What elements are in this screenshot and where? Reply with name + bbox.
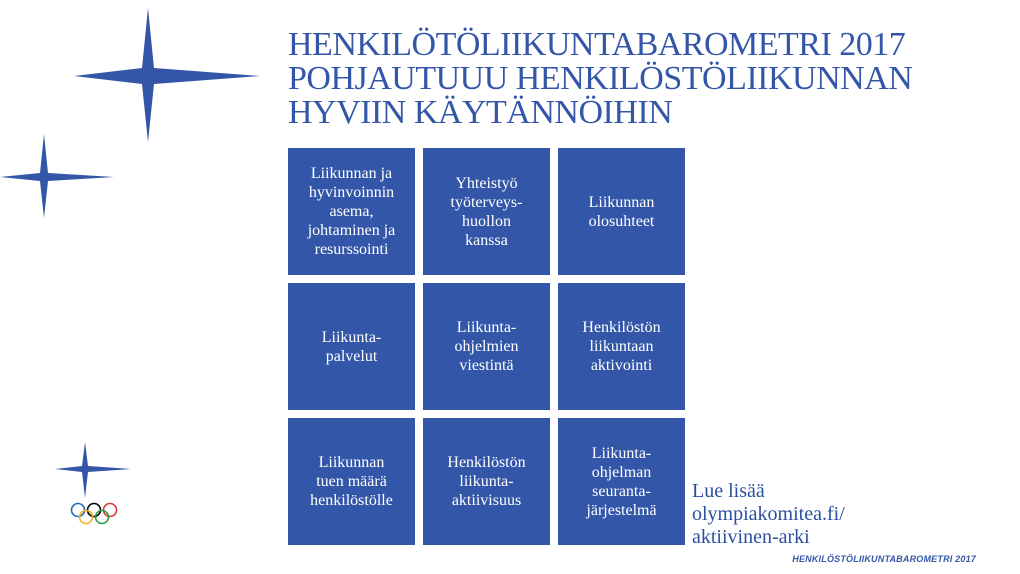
tile-label: Liikunta- ohjelman seuranta- järjestelmä (586, 444, 657, 519)
tile-label: Liikunnan olosuhteet (588, 193, 655, 230)
title-line-3: HYVIIN KÄYTÄNNÖIHIN (288, 94, 673, 131)
tile-aktivointi (558, 283, 685, 410)
read-more-line-1: Lue lisää (692, 480, 765, 502)
read-more-line-3: aktiivinen-arki (692, 526, 810, 548)
tile-viestinta (423, 283, 550, 410)
tile-label: Henkilöstön liikuntaan aktivointi (582, 319, 661, 374)
tile-label: Yhteistyö työterveys- huollon kanssa (450, 174, 523, 249)
tile-yhteistyo-tyoterveyshuolto (423, 148, 550, 275)
page-title (288, 28, 998, 130)
tile-tuen-maara (288, 418, 415, 545)
tile-aktiivisuus (423, 418, 550, 545)
tile-label: Liikunta- ohjelmien viestintä (454, 319, 519, 374)
tile-label: Liikunnan tuen määrä henkilöstölle (310, 454, 393, 509)
large-star-icon (74, 8, 262, 144)
read-more-line-2: olympiakomitea.fi/ (692, 503, 845, 525)
tile-label: Liikunnan ja hyvinvoinnin asema, johtaminen ja resurssointi (307, 165, 396, 258)
tile-asema-johtaminen (288, 148, 415, 275)
tile-olosuhteet (558, 148, 685, 275)
tile-liikuntapalvelut (288, 283, 415, 410)
logo-star-icon (55, 442, 133, 500)
tile-label: Henkilöstön liikunta- aktiivisuus (447, 454, 526, 509)
olympic-rings-icon (70, 502, 120, 526)
small-star-icon (0, 134, 116, 218)
tile-label: Liikunta- palvelut (321, 328, 382, 365)
title-line-1: HENKILÖTÖLIIKUNTABAROMETRI 2017 (288, 26, 906, 63)
tile-seurantajarjestelma (558, 418, 685, 545)
practice-grid (288, 148, 685, 545)
read-more-link[interactable] (692, 480, 845, 549)
title-line-2: POHJAUTUUU HENKILÖSTÖLIIKUNNAN (288, 60, 913, 97)
footer-label: HENKILÖSTÖLIIKUNTABAROMETRI 2017 (792, 554, 976, 564)
